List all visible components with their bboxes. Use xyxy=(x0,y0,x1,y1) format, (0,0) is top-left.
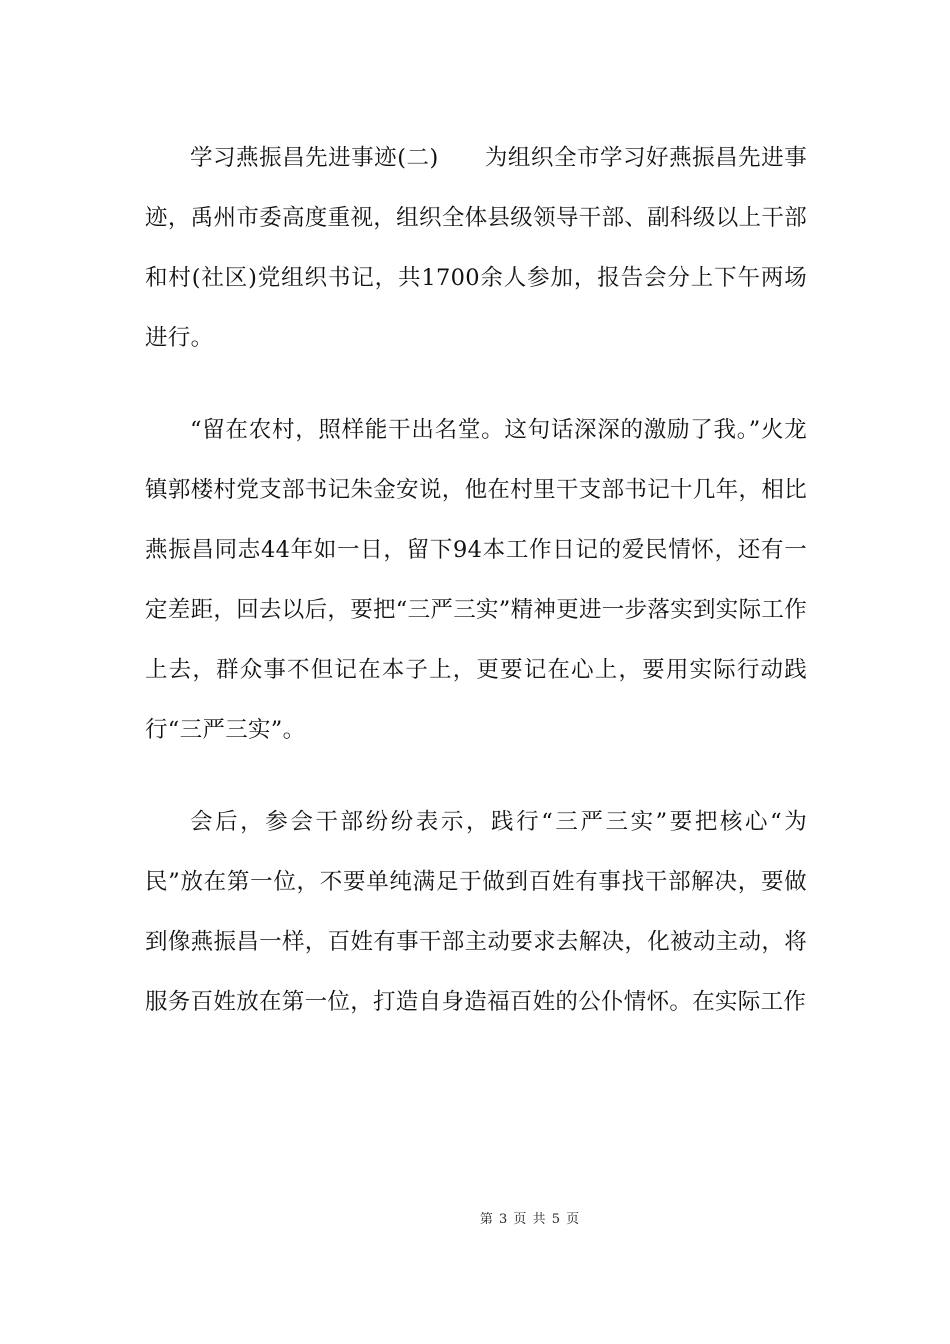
paragraph-2: “留在农村，照样能干出名堂。这句话深深的激励了我。”火龙镇郭楼村党支部书记朱金安说，他在村里干支部书记十几年，相比燕振昌同志44年如一日，留下94本工作日记的爱民情怀，还有一定差距，回去以后，要把“三严三实”精神更进一步落实到实际工作上去，群众事不但记在本子上，更要记在心上，要用实际行动践行“三严三实”。 xyxy=(145,417,808,743)
paragraph-3: 会后，参会干部纷纷表示，践行“三严三实”要把核心“为民”放在第一位，不要单纯满足于做到百姓有事找干部解决，要做到像燕振昌一样，百姓有事干部主动要求去解决，化被动主动，将服务百姓放在第一位，打造自身造福百姓的公仆情怀。在实际工作 xyxy=(145,809,807,1015)
page-footer: 第 3 页 共 5 页 xyxy=(479,1212,581,1227)
document-body xyxy=(145,128,807,1064)
paragraph-1: 学习燕振昌先进事迹(二) 为组织全市学习好燕振昌先进事迹，禹州市委高度重视，组织全体县级领导干部、副科级以上干部和村(社区)党组织书记，共1700余人参加，报告会分上下午两场进行。 xyxy=(145,145,807,351)
